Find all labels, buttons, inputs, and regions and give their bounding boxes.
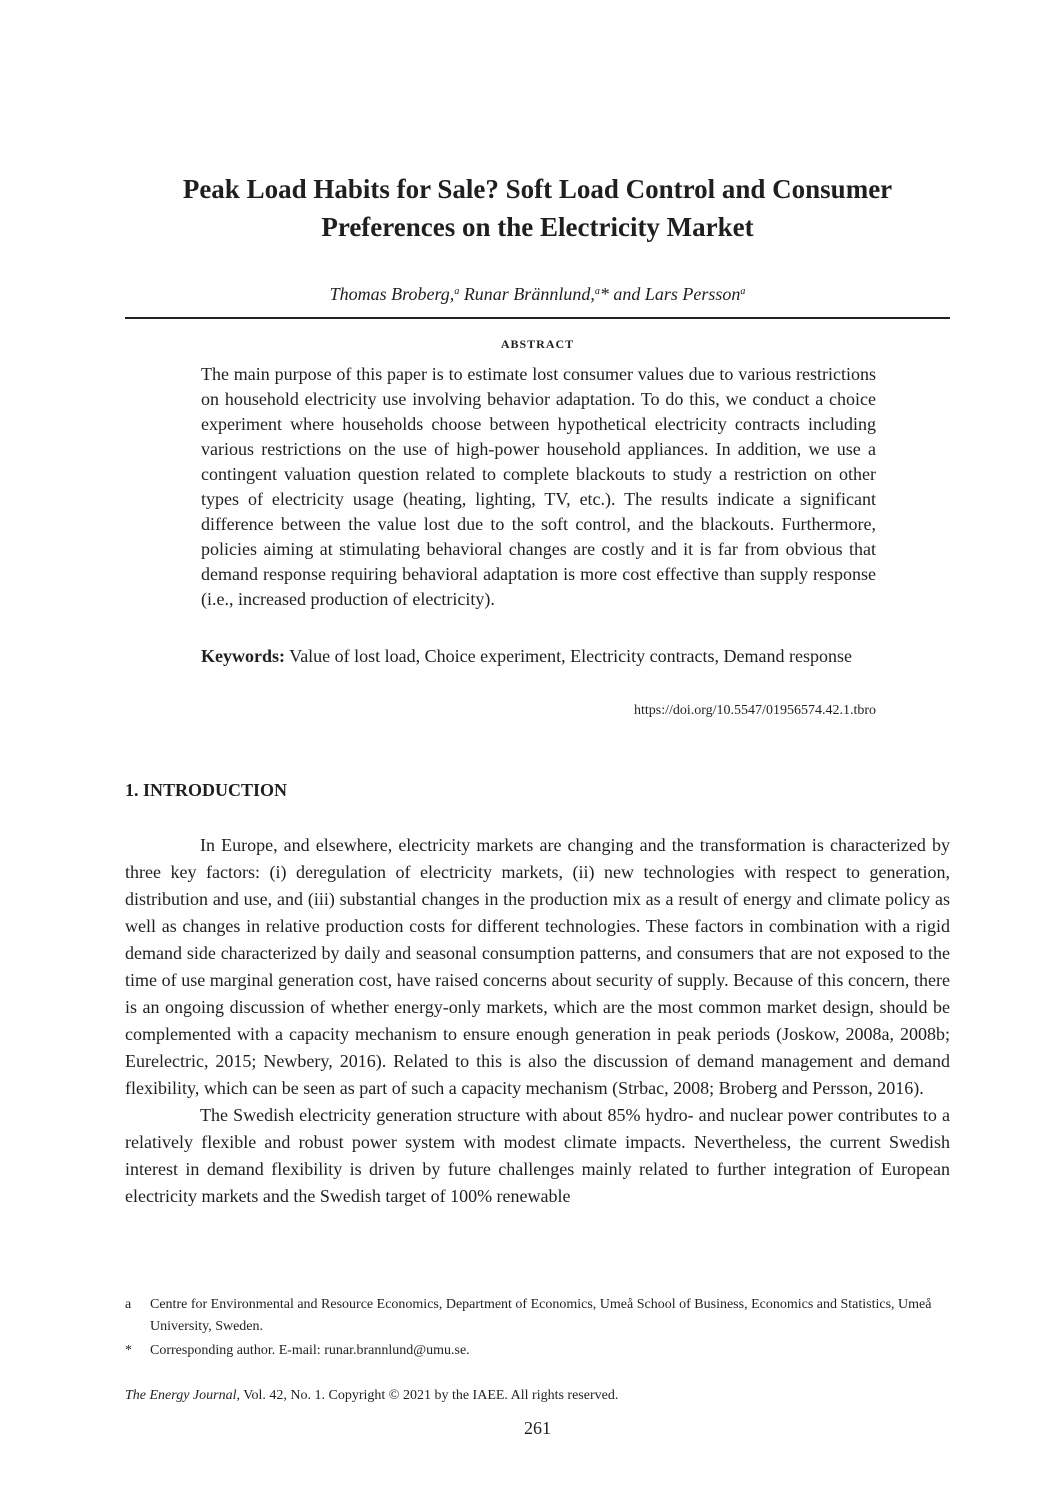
footnote (125, 1340, 950, 1362)
footnote-mark: * (125, 1343, 132, 1358)
title-line-1: Peak Load Habits for Sale? Soft Load Control and Consumer (182, 174, 893, 204)
footnote-text: Corresponding author. E-mail: runar.brannlund@umu.se. (150, 1343, 470, 1358)
abstract-text: The main purpose of this paper is to estimate lost consumer values due to various restrictions on household electricity use involving behavior adaptation. To do this, we conduct a choice experiment where households choose between hypothetical electricity contracts including various restrictions on the use of high-power household appliances. In addition, we use a contingent valuation question related to complete blackouts to study a restriction on other types of electricity usage (heating, lighting, TV, etc.). The results indicate a significant difference between the value lost due to the soft control, and the blackouts. Furthermore, policies aiming at stimulating behavioral changes are costly and it is far from obvious that demand response requiring behavioral adaptation is more cost effective than supply response (i.e., increased production of electricity). (201, 364, 876, 609)
footnote-mark: a (125, 1297, 132, 1312)
doi-link[interactable]: https://doi.org/10.5547/01956574.42.1.tbro (633, 703, 876, 718)
journal-citation (125, 1386, 618, 1406)
author-name: and Lars Persson (613, 284, 741, 304)
page-number: 261 (524, 1418, 551, 1438)
affiliation-mark: a (740, 286, 746, 297)
paper-title (125, 170, 950, 246)
body-paragraph: In Europe, and elsewhere, electricity markets are changing and the transformation is characterized by three key factors: (i) deregulation of electricity markets, (ii) new technologies with respect to generation, distribution and use, and (iii) substantial changes in the production mix as a result of energy and climate policy as well as changes in relative production costs for different technologies. These factors in combination with a rigid demand side characterized by daily and seasonal consumption patterns, and consumers that are not exposed to the time of use marginal generation cost, have raised concerns about security of supply. Because of this concern, there is an ongoing discussion of whether energy-only markets, which are the most common market design, should be complemented with a capacity mechanism to ensure enough generation in peak periods (Joskow, 2008a, 2008b; Eurelectric, 2015; Newbery, 2016). Related to this is also the discussion of demand management and demand flexibility, which can be seen as part of such a capacity mechanism (Strbac, 2008; Broberg and Persson, 2016). (125, 835, 950, 1098)
body-text (125, 832, 950, 1210)
affiliation-mark: a (454, 286, 460, 297)
author-name: Runar Brännlund, (463, 284, 595, 304)
journal-details: , Vol. 42, No. 1. Copyright © 2021 by the IAEE. All rights reserved. (236, 1388, 619, 1403)
keywords-label: Keywords: (201, 646, 285, 666)
journal-name: The Energy Journal (125, 1388, 237, 1403)
keywords-list: Value of lost load, Choice experiment, Electricity contracts, Demand response (289, 646, 853, 666)
abstract-heading: ABSTRACT (500, 337, 575, 351)
section-heading: 1. INTRODUCTION (125, 780, 288, 800)
body-paragraph: The Swedish electricity generation structure with about 85% hydro- and nuclear power contributes to a relatively flexible and robust power system with modest climate impacts. Nevertheless, the current Swedish interest in demand flexibility is driven by future challenges mainly related to further integration of European electricity markets and the Swedish target of 100% renewable (125, 1105, 950, 1206)
keywords (201, 644, 876, 669)
title-line-2: Preferences on the Electricity Market (321, 212, 754, 242)
footnote-text: Centre for Environmental and Resource Economics, Department of Economics, Umeå School of Business, Economics and Statistics, Umeå University, Sweden. (150, 1297, 932, 1334)
corresponding-mark: * (599, 284, 609, 304)
author-list (125, 282, 950, 306)
author-name: Thomas Broberg, (329, 284, 455, 304)
footnotes (125, 1294, 950, 1364)
footnote (125, 1294, 950, 1338)
affiliation-mark: a (594, 286, 600, 297)
header-divider (125, 317, 950, 319)
